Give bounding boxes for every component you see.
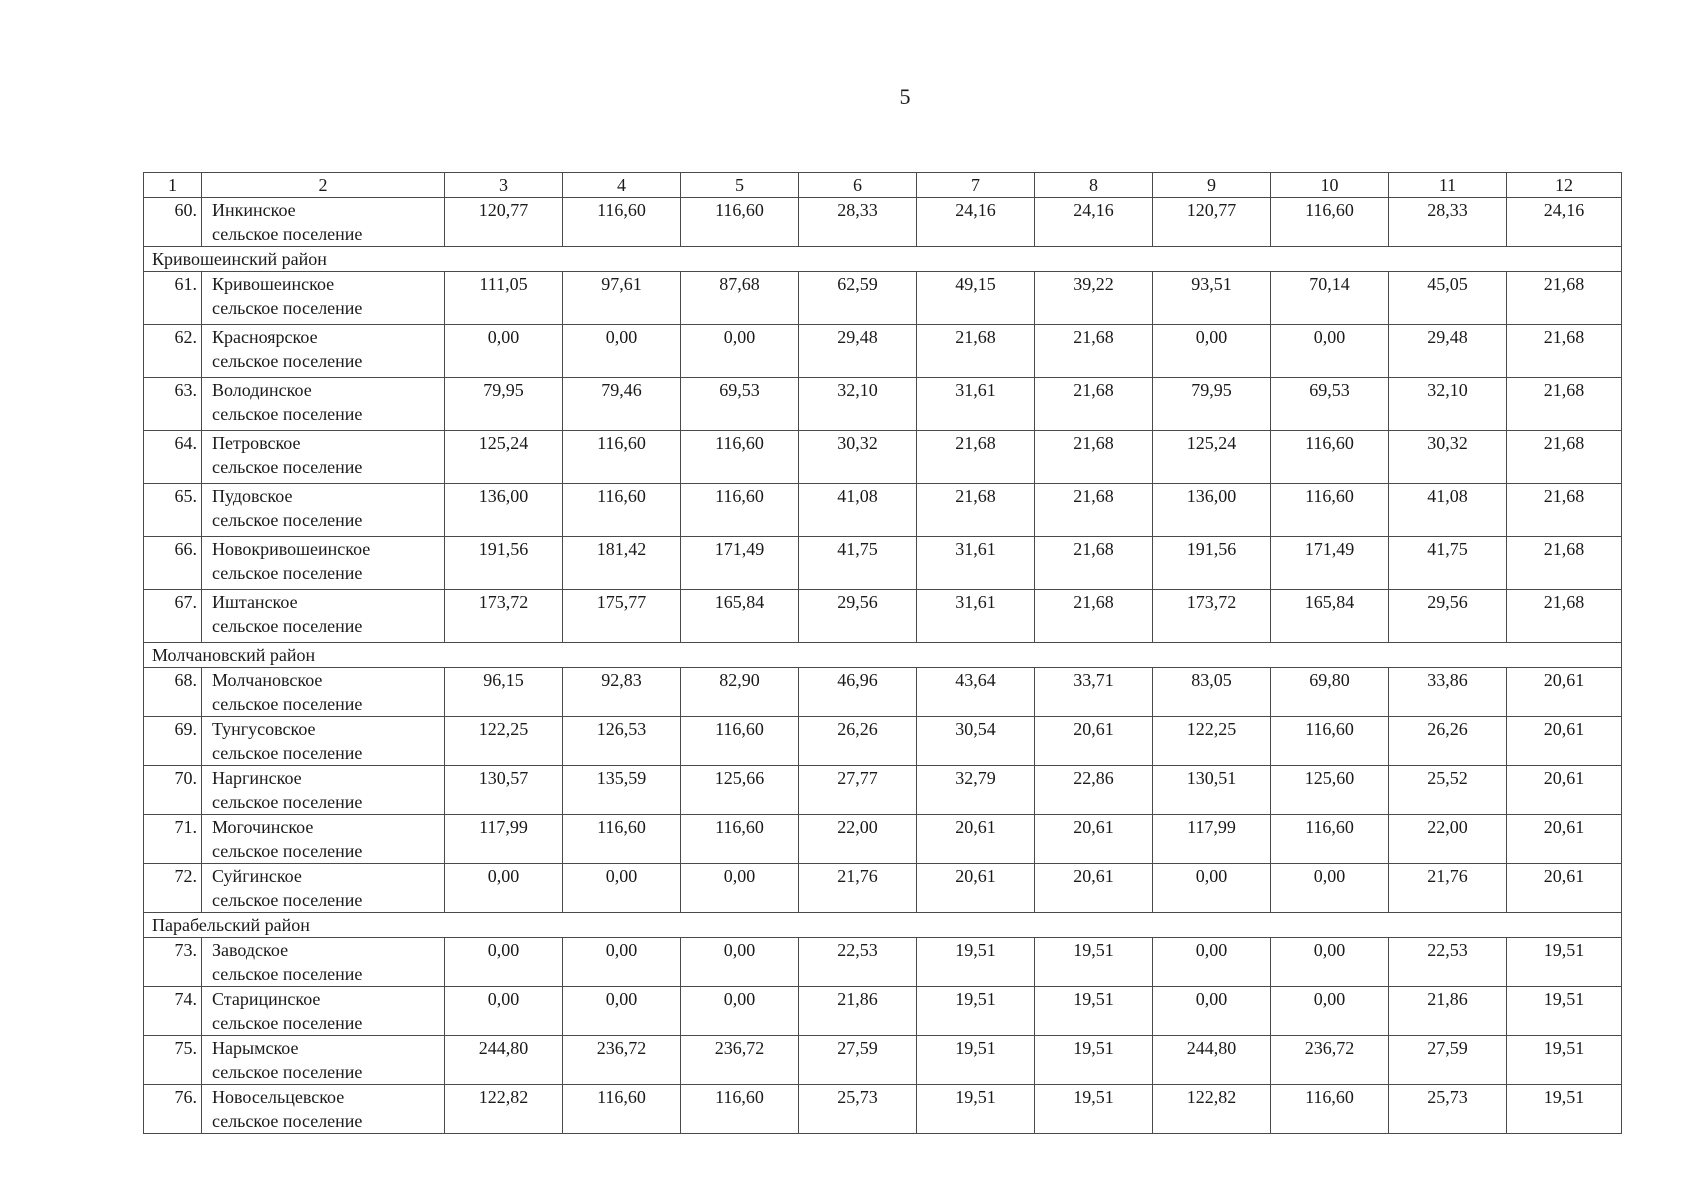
settlement-cell bbox=[202, 1036, 445, 1085]
settlement-name: Новокривошеинское bbox=[212, 539, 371, 559]
settlement-name: Суйгинское bbox=[212, 866, 302, 886]
value-cell: 19,51 bbox=[1035, 1036, 1153, 1085]
value-cell: 70,14 bbox=[1271, 272, 1389, 325]
value-cell: 21,68 bbox=[917, 484, 1035, 537]
value-cell: 0,00 bbox=[681, 864, 799, 913]
value-cell: 96,15 bbox=[445, 668, 563, 717]
column-header: 1 bbox=[144, 173, 202, 198]
settlement-type: сельское поселение bbox=[212, 351, 363, 371]
value-cell: 30,32 bbox=[1389, 431, 1507, 484]
settlement-cell bbox=[202, 668, 445, 717]
column-header: 7 bbox=[917, 173, 1035, 198]
value-cell: 21,68 bbox=[917, 325, 1035, 378]
row-number: 63. bbox=[144, 378, 202, 431]
settlement-cell bbox=[202, 484, 445, 537]
value-cell: 244,80 bbox=[1153, 1036, 1271, 1085]
value-cell: 116,60 bbox=[563, 815, 681, 864]
settlement-type: сельское поселение bbox=[212, 743, 363, 763]
value-cell: 20,61 bbox=[917, 864, 1035, 913]
table-row bbox=[144, 864, 1622, 913]
settlement-type: сельское поселение bbox=[212, 964, 363, 984]
value-cell: 117,99 bbox=[1153, 815, 1271, 864]
settlement-name: Молчановское bbox=[212, 670, 323, 690]
settlement-type: сельское поселение bbox=[212, 1062, 363, 1082]
value-cell: 120,77 bbox=[1153, 198, 1271, 247]
value-cell: 62,59 bbox=[799, 272, 917, 325]
column-header: 2 bbox=[202, 173, 445, 198]
value-cell: 69,53 bbox=[1271, 378, 1389, 431]
row-number: 62. bbox=[144, 325, 202, 378]
value-cell: 0,00 bbox=[1271, 938, 1389, 987]
settlement-cell bbox=[202, 378, 445, 431]
settlement-cell bbox=[202, 590, 445, 643]
value-cell: 19,51 bbox=[1507, 1085, 1622, 1134]
settlement-cell bbox=[202, 717, 445, 766]
value-cell: 116,60 bbox=[563, 198, 681, 247]
value-cell: 22,00 bbox=[799, 815, 917, 864]
settlement-type: сельское поселение bbox=[212, 563, 363, 583]
value-cell: 19,51 bbox=[1035, 938, 1153, 987]
value-cell: 135,59 bbox=[563, 766, 681, 815]
value-cell: 120,77 bbox=[445, 198, 563, 247]
settlement-name: Старицинское bbox=[212, 989, 321, 1009]
value-cell: 126,53 bbox=[563, 717, 681, 766]
value-cell: 33,71 bbox=[1035, 668, 1153, 717]
value-cell: 26,26 bbox=[799, 717, 917, 766]
value-cell: 0,00 bbox=[1271, 987, 1389, 1036]
value-cell: 27,77 bbox=[799, 766, 917, 815]
value-cell: 25,73 bbox=[799, 1085, 917, 1134]
value-cell: 92,83 bbox=[563, 668, 681, 717]
table-row bbox=[144, 325, 1622, 378]
settlement-type: сельское поселение bbox=[212, 457, 363, 477]
settlement-type: сельское поселение bbox=[212, 616, 363, 636]
value-cell: 97,61 bbox=[563, 272, 681, 325]
value-cell: 171,49 bbox=[681, 537, 799, 590]
row-number: 64. bbox=[144, 431, 202, 484]
value-cell: 136,00 bbox=[445, 484, 563, 537]
table-row bbox=[144, 987, 1622, 1036]
value-cell: 41,08 bbox=[1389, 484, 1507, 537]
settlement-type: сельское поселение bbox=[212, 1111, 363, 1131]
region-name: Кривошеинский район bbox=[144, 247, 1622, 272]
value-cell: 125,66 bbox=[681, 766, 799, 815]
table-row bbox=[144, 668, 1622, 717]
table-row bbox=[144, 378, 1622, 431]
value-cell: 116,60 bbox=[1271, 717, 1389, 766]
column-header: 4 bbox=[563, 173, 681, 198]
table-row bbox=[144, 766, 1622, 815]
settlement-cell bbox=[202, 325, 445, 378]
value-cell: 32,79 bbox=[917, 766, 1035, 815]
value-cell: 30,54 bbox=[917, 717, 1035, 766]
value-cell: 116,60 bbox=[1271, 198, 1389, 247]
value-cell: 87,68 bbox=[681, 272, 799, 325]
value-cell: 21,68 bbox=[1035, 537, 1153, 590]
value-cell: 116,60 bbox=[1271, 815, 1389, 864]
value-cell: 79,95 bbox=[1153, 378, 1271, 431]
settlement-name: Новосельцевское bbox=[212, 1087, 345, 1107]
settlement-name: Нарымское bbox=[212, 1038, 299, 1058]
value-cell: 31,61 bbox=[917, 537, 1035, 590]
value-cell: 19,51 bbox=[1507, 987, 1622, 1036]
value-cell: 29,56 bbox=[799, 590, 917, 643]
column-header: 9 bbox=[1153, 173, 1271, 198]
value-cell: 21,68 bbox=[1035, 378, 1153, 431]
value-cell: 20,61 bbox=[1507, 766, 1622, 815]
region-row bbox=[144, 913, 1622, 938]
settlement-cell bbox=[202, 766, 445, 815]
value-cell: 116,60 bbox=[681, 815, 799, 864]
value-cell: 19,51 bbox=[1035, 987, 1153, 1036]
value-cell: 0,00 bbox=[563, 864, 681, 913]
value-cell: 191,56 bbox=[445, 537, 563, 590]
settlement-name: Заводское bbox=[212, 940, 289, 960]
row-number: 60. bbox=[144, 198, 202, 247]
value-cell: 22,00 bbox=[1389, 815, 1507, 864]
settlement-name: Кривошеинское bbox=[212, 274, 335, 294]
value-cell: 116,60 bbox=[681, 198, 799, 247]
value-cell: 0,00 bbox=[1153, 864, 1271, 913]
row-number: 61. bbox=[144, 272, 202, 325]
settlement-cell bbox=[202, 864, 445, 913]
value-cell: 21,68 bbox=[1507, 378, 1622, 431]
value-cell: 19,51 bbox=[917, 987, 1035, 1036]
settlement-name: Красноярское bbox=[212, 327, 318, 347]
value-cell: 0,00 bbox=[1153, 325, 1271, 378]
value-cell: 27,59 bbox=[799, 1036, 917, 1085]
value-cell: 116,60 bbox=[1271, 484, 1389, 537]
value-cell: 29,48 bbox=[799, 325, 917, 378]
settlement-name: Петровское bbox=[212, 433, 301, 453]
value-cell: 0,00 bbox=[1271, 864, 1389, 913]
settlement-cell bbox=[202, 272, 445, 325]
value-cell: 236,72 bbox=[1271, 1036, 1389, 1085]
value-cell: 20,61 bbox=[917, 815, 1035, 864]
value-cell: 33,86 bbox=[1389, 668, 1507, 717]
row-number: 65. bbox=[144, 484, 202, 537]
row-number: 76. bbox=[144, 1085, 202, 1134]
settlement-type: сельское поселение bbox=[212, 298, 363, 318]
table-row bbox=[144, 431, 1622, 484]
value-cell: 49,15 bbox=[917, 272, 1035, 325]
value-cell: 21,68 bbox=[1035, 325, 1153, 378]
settlement-type: сельское поселение bbox=[212, 224, 363, 244]
value-cell: 69,53 bbox=[681, 378, 799, 431]
value-cell: 0,00 bbox=[445, 325, 563, 378]
value-cell: 0,00 bbox=[445, 864, 563, 913]
value-cell: 21,76 bbox=[799, 864, 917, 913]
row-number: 66. bbox=[144, 537, 202, 590]
row-number: 73. bbox=[144, 938, 202, 987]
row-number: 74. bbox=[144, 987, 202, 1036]
value-cell: 24,16 bbox=[917, 198, 1035, 247]
value-cell: 79,46 bbox=[563, 378, 681, 431]
value-cell: 41,08 bbox=[799, 484, 917, 537]
value-cell: 0,00 bbox=[1153, 938, 1271, 987]
table-row bbox=[144, 1036, 1622, 1085]
value-cell: 29,56 bbox=[1389, 590, 1507, 643]
settlement-type: сельское поселение bbox=[212, 841, 363, 861]
value-cell: 28,33 bbox=[1389, 198, 1507, 247]
value-cell: 122,82 bbox=[1153, 1085, 1271, 1134]
column-header: 8 bbox=[1035, 173, 1153, 198]
value-cell: 21,86 bbox=[1389, 987, 1507, 1036]
value-cell: 171,49 bbox=[1271, 537, 1389, 590]
value-cell: 21,68 bbox=[1507, 537, 1622, 590]
value-cell: 21,86 bbox=[799, 987, 917, 1036]
settlement-name: Могочинское bbox=[212, 817, 314, 837]
value-cell: 43,64 bbox=[917, 668, 1035, 717]
table-row bbox=[144, 272, 1622, 325]
region-name: Парабельский район bbox=[144, 913, 1622, 938]
value-cell: 46,96 bbox=[799, 668, 917, 717]
value-cell: 21,68 bbox=[917, 431, 1035, 484]
value-cell: 116,60 bbox=[1271, 1085, 1389, 1134]
value-cell: 28,33 bbox=[799, 198, 917, 247]
value-cell: 21,68 bbox=[1507, 484, 1622, 537]
region-row bbox=[144, 643, 1622, 668]
value-cell: 83,05 bbox=[1153, 668, 1271, 717]
settlement-cell bbox=[202, 537, 445, 590]
value-cell: 165,84 bbox=[1271, 590, 1389, 643]
table-row bbox=[144, 198, 1622, 247]
column-header: 10 bbox=[1271, 173, 1389, 198]
value-cell: 122,82 bbox=[445, 1085, 563, 1134]
settlement-cell bbox=[202, 1085, 445, 1134]
value-cell: 93,51 bbox=[1153, 272, 1271, 325]
value-cell: 116,60 bbox=[681, 717, 799, 766]
value-cell: 27,59 bbox=[1389, 1036, 1507, 1085]
row-number: 67. bbox=[144, 590, 202, 643]
value-cell: 41,75 bbox=[1389, 537, 1507, 590]
value-cell: 24,16 bbox=[1035, 198, 1153, 247]
column-header: 5 bbox=[681, 173, 799, 198]
region-row bbox=[144, 247, 1622, 272]
table-row bbox=[144, 1085, 1622, 1134]
value-cell: 122,25 bbox=[445, 717, 563, 766]
value-cell: 69,80 bbox=[1271, 668, 1389, 717]
value-cell: 125,60 bbox=[1271, 766, 1389, 815]
column-number-row bbox=[144, 173, 1622, 198]
value-cell: 19,51 bbox=[1507, 1036, 1622, 1085]
value-cell: 0,00 bbox=[681, 987, 799, 1036]
value-cell: 20,61 bbox=[1507, 864, 1622, 913]
settlement-type: сельское поселение bbox=[212, 890, 363, 910]
value-cell: 21,68 bbox=[1507, 325, 1622, 378]
table-row bbox=[144, 717, 1622, 766]
value-cell: 45,05 bbox=[1389, 272, 1507, 325]
row-number: 69. bbox=[144, 717, 202, 766]
value-cell: 20,61 bbox=[1507, 668, 1622, 717]
value-cell: 21,68 bbox=[1507, 272, 1622, 325]
value-cell: 116,60 bbox=[563, 431, 681, 484]
value-cell: 181,42 bbox=[563, 537, 681, 590]
value-cell: 175,77 bbox=[563, 590, 681, 643]
value-cell: 20,61 bbox=[1035, 717, 1153, 766]
value-cell: 31,61 bbox=[917, 590, 1035, 643]
settlement-type: сельское поселение bbox=[212, 792, 363, 812]
column-header: 12 bbox=[1507, 173, 1622, 198]
value-cell: 116,60 bbox=[681, 431, 799, 484]
value-cell: 236,72 bbox=[563, 1036, 681, 1085]
row-number: 72. bbox=[144, 864, 202, 913]
value-cell: 111,05 bbox=[445, 272, 563, 325]
value-cell: 0,00 bbox=[563, 987, 681, 1036]
value-cell: 21,68 bbox=[1035, 590, 1153, 643]
settlement-cell bbox=[202, 198, 445, 247]
value-cell: 20,61 bbox=[1507, 717, 1622, 766]
region-name: Молчановский район bbox=[144, 643, 1622, 668]
value-cell: 20,61 bbox=[1035, 815, 1153, 864]
settlement-name: Тунгусовское bbox=[212, 719, 316, 739]
value-cell: 21,68 bbox=[1507, 431, 1622, 484]
value-cell: 116,60 bbox=[681, 484, 799, 537]
column-header: 6 bbox=[799, 173, 917, 198]
value-cell: 25,52 bbox=[1389, 766, 1507, 815]
value-cell: 24,16 bbox=[1507, 198, 1622, 247]
value-cell: 32,10 bbox=[799, 378, 917, 431]
value-cell: 26,26 bbox=[1389, 717, 1507, 766]
table-row bbox=[144, 815, 1622, 864]
value-cell: 21,68 bbox=[1507, 590, 1622, 643]
value-cell: 116,60 bbox=[563, 1085, 681, 1134]
value-cell: 82,90 bbox=[681, 668, 799, 717]
settlement-name: Пудовское bbox=[212, 486, 293, 506]
value-cell: 19,51 bbox=[1507, 938, 1622, 987]
page-number: 5 bbox=[899, 84, 911, 109]
table-row bbox=[144, 590, 1622, 643]
settlement-type: сельское поселение bbox=[212, 510, 363, 530]
value-cell: 130,57 bbox=[445, 766, 563, 815]
table-row bbox=[144, 938, 1622, 987]
value-cell: 0,00 bbox=[445, 987, 563, 1036]
value-cell: 29,48 bbox=[1389, 325, 1507, 378]
value-cell: 116,60 bbox=[1271, 431, 1389, 484]
value-cell: 41,75 bbox=[799, 537, 917, 590]
settlement-type: сельское поселение bbox=[212, 694, 363, 714]
row-number: 70. bbox=[144, 766, 202, 815]
value-cell: 22,53 bbox=[799, 938, 917, 987]
value-cell: 21,76 bbox=[1389, 864, 1507, 913]
tariff-table bbox=[143, 172, 1622, 1134]
value-cell: 19,51 bbox=[917, 938, 1035, 987]
value-cell: 125,24 bbox=[445, 431, 563, 484]
value-cell: 22,53 bbox=[1389, 938, 1507, 987]
value-cell: 19,51 bbox=[917, 1085, 1035, 1134]
table-row bbox=[144, 537, 1622, 590]
value-cell: 116,60 bbox=[563, 484, 681, 537]
value-cell: 173,72 bbox=[445, 590, 563, 643]
value-cell: 21,68 bbox=[1035, 484, 1153, 537]
settlement-cell bbox=[202, 815, 445, 864]
settlement-name: Инкинское bbox=[212, 200, 296, 220]
value-cell: 244,80 bbox=[445, 1036, 563, 1085]
value-cell: 32,10 bbox=[1389, 378, 1507, 431]
value-cell: 191,56 bbox=[1153, 537, 1271, 590]
value-cell: 0,00 bbox=[1153, 987, 1271, 1036]
value-cell: 117,99 bbox=[445, 815, 563, 864]
table-row bbox=[144, 484, 1622, 537]
value-cell: 31,61 bbox=[917, 378, 1035, 431]
settlement-type: сельское поселение bbox=[212, 1013, 363, 1033]
settlement-name: Наргинское bbox=[212, 768, 302, 788]
value-cell: 165,84 bbox=[681, 590, 799, 643]
value-cell: 130,51 bbox=[1153, 766, 1271, 815]
settlement-name: Иштанское bbox=[212, 592, 298, 612]
value-cell: 21,68 bbox=[1035, 431, 1153, 484]
settlement-cell bbox=[202, 431, 445, 484]
value-cell: 0,00 bbox=[445, 938, 563, 987]
value-cell: 39,22 bbox=[1035, 272, 1153, 325]
value-cell: 22,86 bbox=[1035, 766, 1153, 815]
column-header: 11 bbox=[1389, 173, 1507, 198]
settlement-cell bbox=[202, 987, 445, 1036]
row-number: 75. bbox=[144, 1036, 202, 1085]
value-cell: 0,00 bbox=[563, 325, 681, 378]
value-cell: 173,72 bbox=[1153, 590, 1271, 643]
value-cell: 25,73 bbox=[1389, 1085, 1507, 1134]
value-cell: 0,00 bbox=[1271, 325, 1389, 378]
value-cell: 0,00 bbox=[681, 938, 799, 987]
settlement-name: Володинское bbox=[212, 380, 312, 400]
value-cell: 20,61 bbox=[1507, 815, 1622, 864]
table-body bbox=[144, 173, 1622, 1134]
value-cell: 30,32 bbox=[799, 431, 917, 484]
value-cell: 19,51 bbox=[1035, 1085, 1153, 1134]
settlement-cell bbox=[202, 938, 445, 987]
value-cell: 122,25 bbox=[1153, 717, 1271, 766]
value-cell: 0,00 bbox=[681, 325, 799, 378]
value-cell: 116,60 bbox=[681, 1085, 799, 1134]
row-number: 71. bbox=[144, 815, 202, 864]
settlement-type: сельское поселение bbox=[212, 404, 363, 424]
value-cell: 236,72 bbox=[681, 1036, 799, 1085]
value-cell: 0,00 bbox=[563, 938, 681, 987]
value-cell: 136,00 bbox=[1153, 484, 1271, 537]
value-cell: 19,51 bbox=[917, 1036, 1035, 1085]
value-cell: 20,61 bbox=[1035, 864, 1153, 913]
row-number: 68. bbox=[144, 668, 202, 717]
column-header: 3 bbox=[445, 173, 563, 198]
value-cell: 79,95 bbox=[445, 378, 563, 431]
value-cell: 125,24 bbox=[1153, 431, 1271, 484]
